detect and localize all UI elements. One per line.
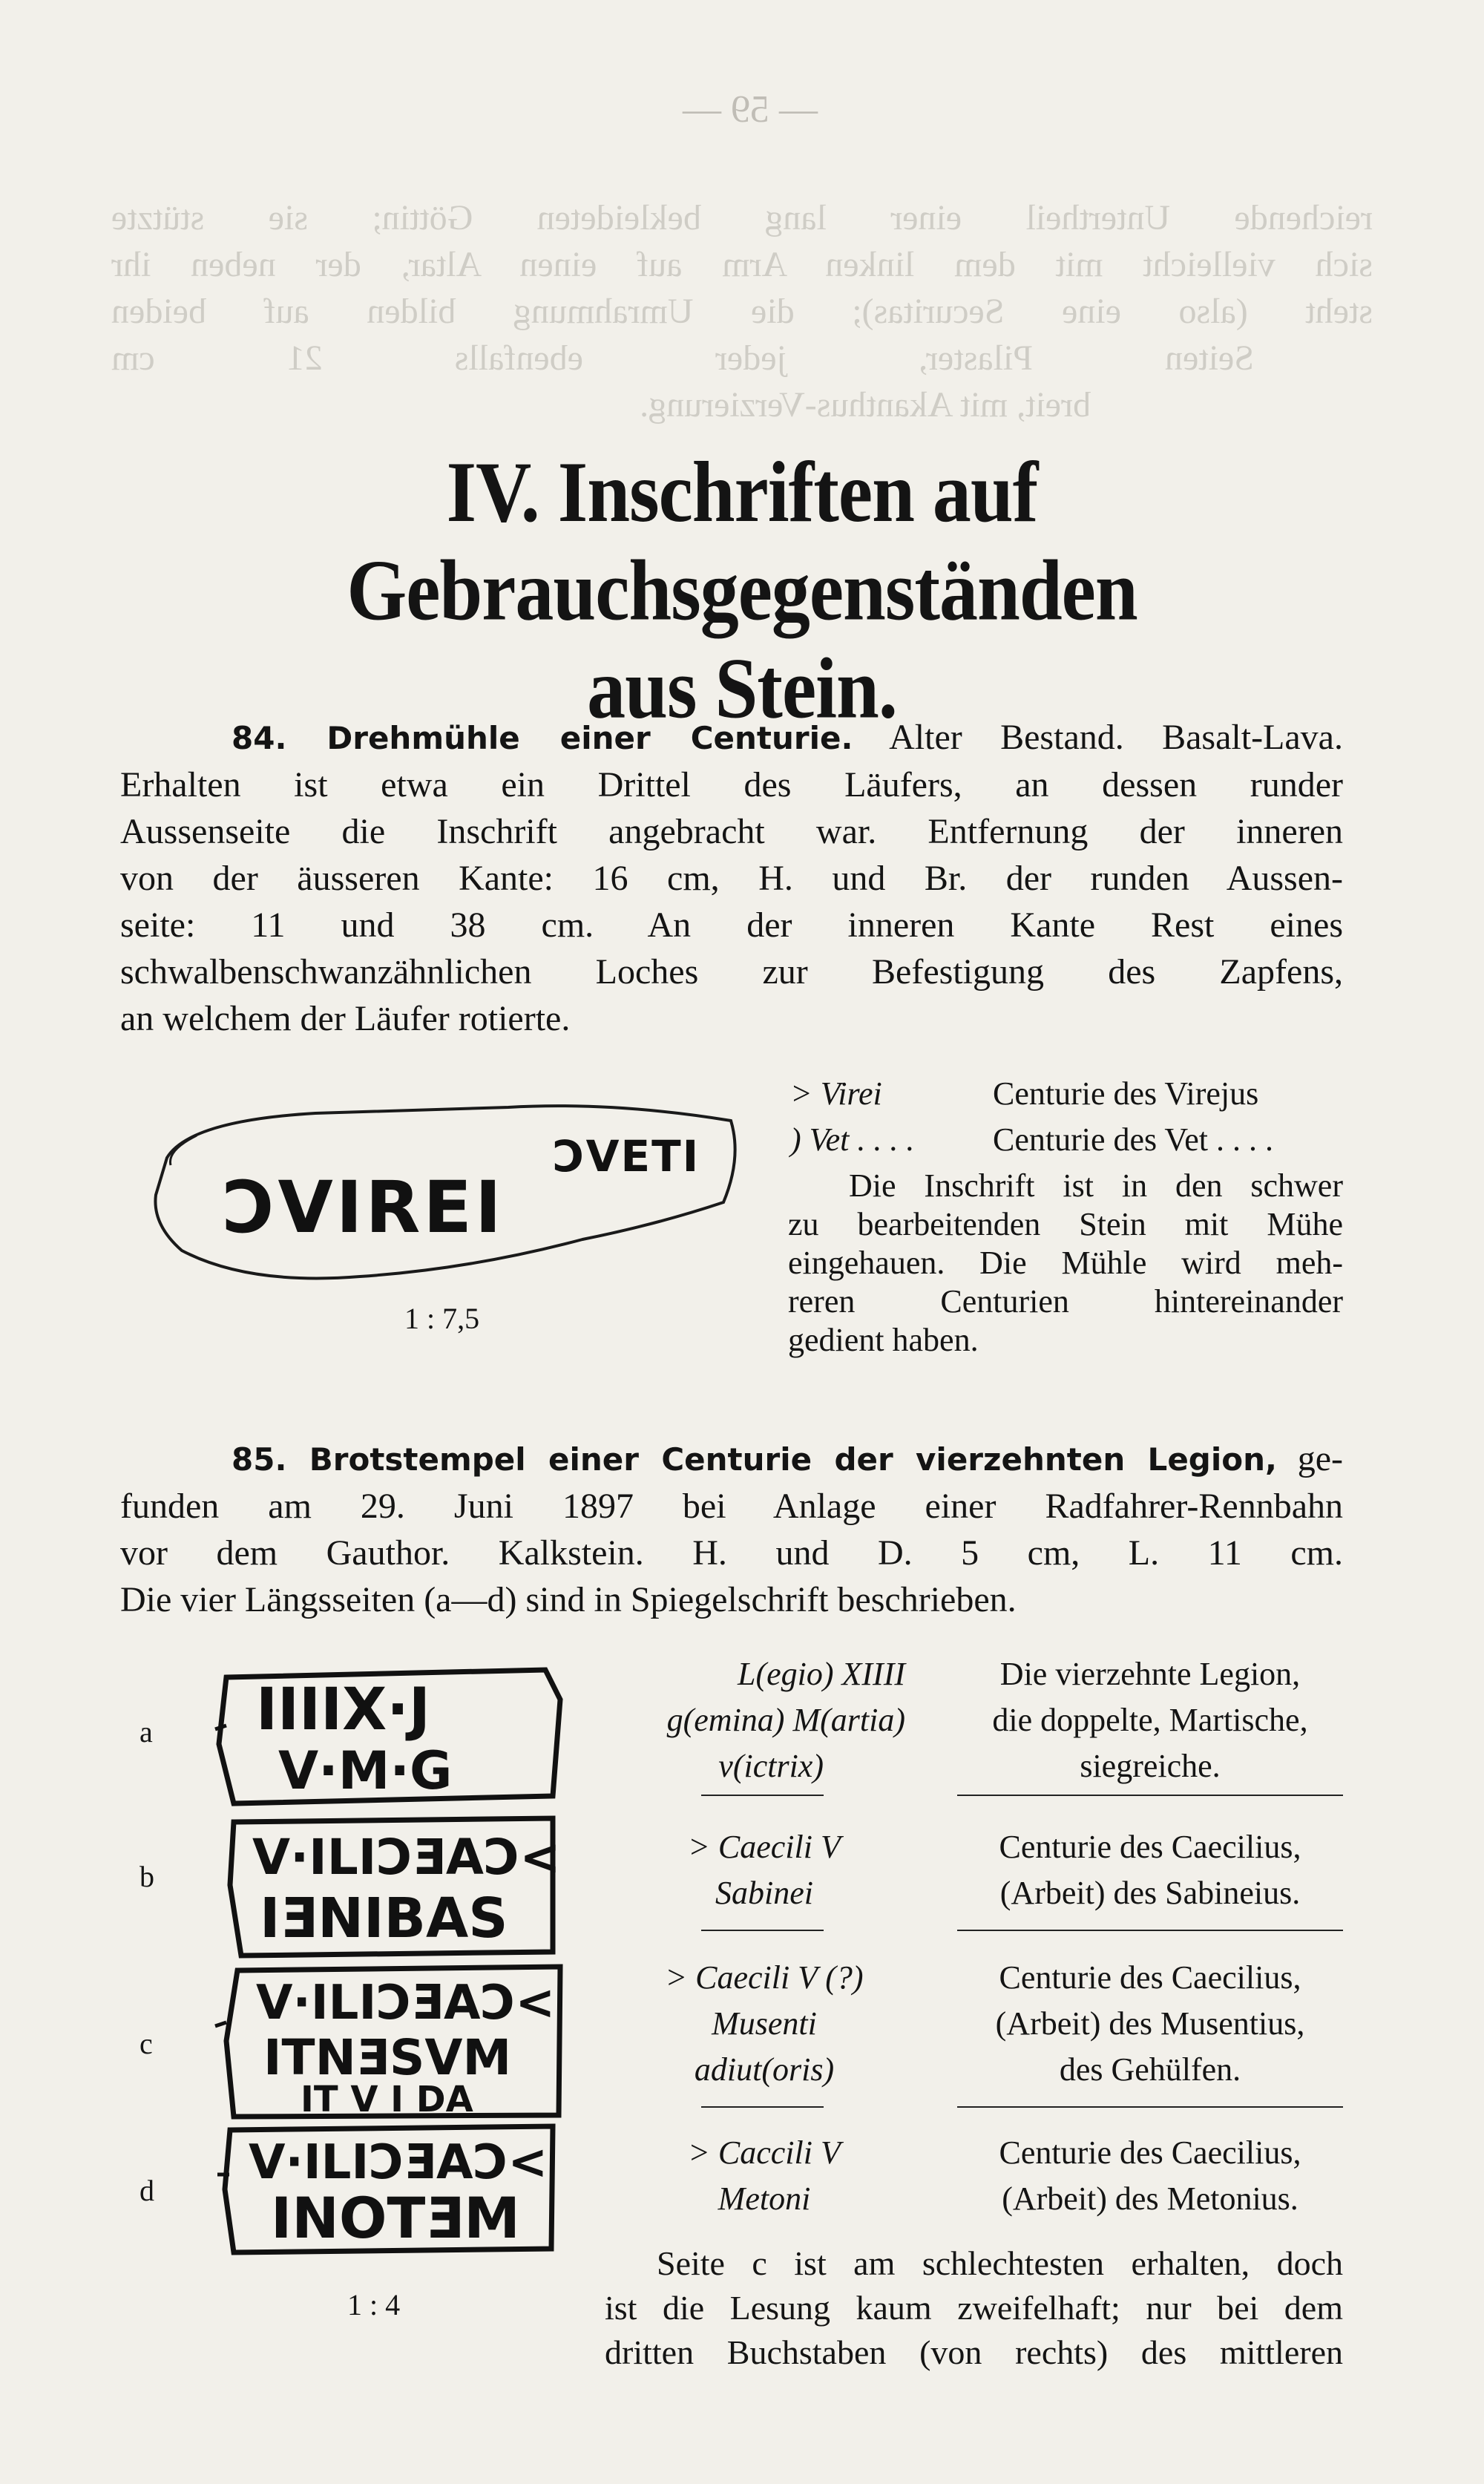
note-line: reren Centurien hintereinander	[788, 1283, 1343, 1320]
german-line: Die vierzehnte Legion,	[999, 1656, 1301, 1692]
latin-line: > Caecili V	[688, 1829, 841, 1865]
item-84-text: von der äusseren Kante: 16 cm, H. und Br. der runden Aussen-	[120, 859, 1343, 898]
section-title-line1: IV. Inschriften auf Gebrauchsgegenständen	[347, 445, 1137, 639]
side-d-german	[950, 2130, 1350, 2222]
reading-german: Centurie des Virejus	[993, 1075, 1259, 1112]
stamp-c-line3: IT V I DA	[301, 2079, 473, 2120]
ghost-line: reichende Untertheil einer lang bekleideten Göttin; sie stützte	[111, 198, 1373, 237]
bleed-through-text	[111, 194, 1373, 428]
stamp-b-line2: IƎNIBAS	[260, 1887, 508, 1950]
german-line: Centurie des Caecilius,	[999, 2134, 1301, 2171]
side-label-c: c	[139, 2027, 153, 2060]
note-line: gedient haben.	[788, 1322, 979, 1358]
german-line: (Arbeit) des Musentius,	[995, 2005, 1305, 2042]
item-84-first-line	[120, 714, 1343, 761]
separator-rule	[701, 1795, 824, 1796]
item-84-reading-latin	[790, 1071, 914, 1163]
item-85-text: ge-	[1276, 1439, 1343, 1478]
side-label-d: d	[139, 2174, 154, 2207]
ghost-line: Seiten Pilaster, jeder ebenfalls 21 cm	[111, 338, 1254, 378]
latin-line: L(egio) XIIII	[737, 1656, 905, 1692]
tail-line: Seite c ist am schlechtesten erhalten, doch	[657, 2244, 1343, 2282]
item-85-paragraph	[120, 1435, 1343, 1623]
item-84-text: an welchem der Läufer rotierte.	[120, 999, 571, 1038]
millstone-inscription-left: ƆVIREI	[223, 1166, 505, 1249]
ghost-line: steht (also eine Securitas); die Umrahmung bilden auf beiden	[111, 292, 1373, 331]
separator-rule	[957, 2106, 1343, 2108]
section-title-line2: aus Stein.	[587, 640, 897, 737]
reading-german: Centurie des Vet . . . .	[993, 1121, 1274, 1158]
millstone-inscription-drawing	[137, 1091, 753, 1314]
stamp-a-line1: IIIIX·J	[256, 1677, 430, 1743]
side-a-german	[950, 1651, 1350, 1789]
latin-line: Musenti	[712, 2005, 817, 2042]
german-line: Centurie des Caecilius,	[999, 1959, 1301, 1996]
separator-rule	[701, 2106, 824, 2108]
item-85-heading: 85. Brotstempel einer Centurie der vierzehnten Legion,	[232, 1441, 1277, 1478]
item-85-first-line	[120, 1435, 1343, 1483]
note-line: zu bearbeitenden Stein mit Mühe	[788, 1206, 1343, 1242]
item-84-scale: 1 : 7,5	[404, 1302, 480, 1335]
latin-line: v(ictrix)	[718, 1748, 824, 1784]
latin-line: Metoni	[718, 2180, 811, 2217]
latin-line: g(emina) M(artia)	[666, 1702, 905, 1738]
side-label-b: b	[139, 1860, 154, 1893]
side-label-a: a	[139, 1715, 153, 1749]
item-84-heading: 84. Drehmühle einer Centurie.	[232, 720, 853, 756]
reading-latin: ) Vet . . . .	[790, 1121, 915, 1158]
item-85-scale: 1 : 4	[347, 2288, 401, 2321]
german-line: (Arbeit) des Sabineius.	[999, 1875, 1301, 1911]
german-line: (Arbeit) des Metonius.	[1002, 2180, 1298, 2217]
millstone-inscription-right: ƆVETI	[553, 1131, 700, 1182]
separator-rule	[957, 1795, 1343, 1796]
separator-rule	[701, 1930, 824, 1931]
latin-line: adiut(oris)	[694, 2051, 835, 2088]
side-a-latin	[594, 1651, 905, 1789]
item-85-text: Die vier Längsseiten (a—d) sind in Spiegelschrift beschrieben.	[120, 1580, 1017, 1619]
item-84-reading-german	[993, 1071, 1273, 1163]
page-number: — 59 —	[683, 88, 818, 131]
note-line: eingehauen. Die Mühle wird meh-	[788, 1245, 1343, 1281]
stamp-b-line1: V·ILIƆƎAƆ<	[252, 1829, 561, 1886]
reading-latin: > Virei	[790, 1075, 882, 1112]
ghost-line: breit, mit Akanthus-Verzierung.	[640, 385, 1091, 425]
tail-line: dritten Buchstaben (von rechts) des mittleren	[605, 2333, 1343, 2371]
section-title	[111, 444, 1373, 738]
item-84-text: seite: 11 und 38 cm. An der inneren Kante Rest eines	[120, 905, 1343, 945]
separator-rule	[957, 1930, 1343, 1931]
stamp-a-line2: V·M·G	[278, 1740, 453, 1801]
stamp-c-line2: ITNƎSVM	[263, 2029, 512, 2086]
ghost-line: sich vielleicht mit dem linken Arm auf einen Altar, der neben ihr	[111, 245, 1373, 284]
side-d-latin	[623, 2130, 905, 2222]
latin-line: Sabinei	[715, 1875, 813, 1911]
stamp-c-line1: V·ILIƆƎAƆ<	[256, 1976, 556, 2031]
item-84-text: Erhalten ist etwa ein Drittel des Läufers, an dessen runder	[120, 765, 1343, 804]
tail-line: ist die Lesung kaum zweifelhaft; nur bei dem	[605, 2289, 1343, 2327]
stamp-d-line2: INOTƎM	[271, 2185, 520, 2251]
item-85-text: funden am 29. Juni 1897 bei Anlage einer Radfahrer-Rennbahn	[120, 1487, 1343, 1526]
german-line: des Gehülfen.	[1059, 2051, 1241, 2088]
item-85-tail	[605, 2241, 1343, 2375]
item-85-text: vor dem Gauthor. Kalkstein. H. und D. 5 cm, L. 11 cm.	[120, 1533, 1343, 1573]
stamp-d-line1: V·ILIƆƎAƆ<	[249, 2135, 548, 2190]
german-line: die doppelte, Martische,	[992, 1702, 1308, 1738]
item-84-text: Aussenseite die Inschrift angebracht war. Entfernung der inneren	[120, 812, 1343, 851]
side-b-german	[950, 1824, 1350, 1916]
note-line: Die Inschrift ist in den schwer	[849, 1167, 1343, 1204]
side-c-latin	[616, 1955, 913, 2093]
german-line: siegreiche.	[1080, 1748, 1221, 1784]
side-c-german	[950, 1955, 1350, 2093]
item-84-note	[788, 1167, 1343, 1360]
item-84-text: Alter Bestand. Basalt-Lava.	[853, 718, 1343, 757]
latin-line: > Caecili V (?)	[665, 1959, 864, 1996]
german-line: Centurie des Caecilius,	[999, 1829, 1301, 1865]
bread-stamp-drawings	[204, 1655, 582, 2264]
latin-line: > Caccili V	[688, 2134, 841, 2171]
item-84-paragraph	[120, 714, 1343, 1042]
item-84-text: schwalbenschwanzähnlichen Loches zur Befestigung des Zapfens,	[120, 952, 1343, 992]
side-b-latin	[623, 1824, 905, 1916]
